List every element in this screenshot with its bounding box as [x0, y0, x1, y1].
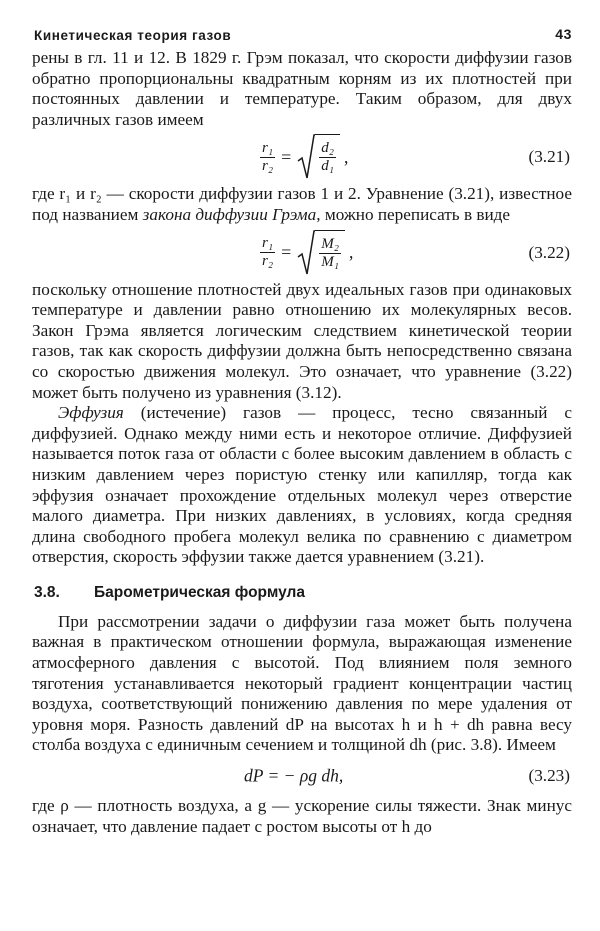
- section-title: Барометрическая формула: [94, 583, 305, 601]
- equation-number: (3.22): [528, 242, 570, 262]
- ratio-r1-r2: $\frac{\text{r₁}}{\text{r₂}}$: [262, 235, 274, 270]
- book-page: [32, 22, 572, 837]
- paragraph-graham-intro: рены в гл. 11 и 12. В 1829 г. Грэм показал, что скорости диффузии газов обратно пропорциональны квадратным корням из их плотностей при постоянных давлении и температуре. Таким образом, для двух различных газов имеем: [32, 48, 572, 129]
- ratio-r1-r2: $\frac{\text{r₁}}{\text{r₂}}$: [262, 139, 274, 174]
- square-root: [297, 134, 340, 180]
- equation-3-23-formula: dP = − ρg dh,: [244, 765, 344, 786]
- equation-3-22-formula: $\frac{\text{r₁}}{\text{r₂}}$ = $\frac{\text{M₂}}{\text{M₁}}$ ,: [260, 230, 353, 276]
- running-head: [32, 22, 572, 48]
- equation-3-22: [32, 226, 572, 280]
- paragraph-barometric-intro: При рассмотрении задачи о диффузии газа может быть получена важная в практическом отношении формула, выражающая изменение атмосферного давления с высотой. Под влиянием поля земного тяготения устанавливается некоторый градиент концентрации частиц воздуха, соответствующий понижению давления по мере удаления от уровня моря. Разность давлений dP на высотах h и h + dh равна весу столба воздуха с единичным сечением и толщиной dh (рис. 3.8). Имеем: [32, 611, 572, 755]
- term-graham-law: закона диффузии Грэма: [142, 204, 317, 224]
- section-number: 3.8.: [34, 583, 60, 601]
- paragraph-effusion: Эффузия (истечение) газов — процесс, тесно связанный с диффузией. Однако между ними есть и некоторое отличие. Диффузией называется поток газа от области с более высоким давлением в область с низким давлением через пористую стенку или капилляр, тогда как эффузия означает прохождение отдельных молекул через отверстие малого диаметра. При низких давлениях, в условиях, когда средняя длина свободного пробега молекул велика по сравнению с диаметром отверстия, скорость эффузии также дается уравнением (3.21).: [32, 403, 572, 567]
- equation-number: (3.21): [528, 147, 570, 167]
- ratio-d2-d1: $\frac{\text{d₂}}{\text{d₁}}$: [321, 140, 334, 175]
- radical-sign-icon: [297, 230, 315, 276]
- term-effusion: Эффузия: [58, 403, 124, 423]
- equation-3-21: [32, 130, 572, 184]
- paragraph-density-definition: где ρ — плотность воздуха, а g — ускорение силы тяжести. Знак минус означает, что давление падает с ростом высоты от h до: [32, 796, 572, 836]
- equation-3-21-formula: $\frac{\text{r₁}}{\text{r₂}}$ = $\frac{\text{d₂}}{\text{d₁}}$ ,: [260, 134, 348, 180]
- section-heading: [32, 568, 572, 612]
- ratio-m2-m1: $\frac{\text{M₂}}{\text{M₁}}$: [321, 235, 339, 270]
- paragraph-graham-law: где r₁ и r₂ — скорости диффузии газов 1 и 2. Уравнение (3.21), известное под названием закона диффузии Грэма, можно переписать в виде: [32, 184, 572, 224]
- square-root: [297, 230, 345, 276]
- equation-number: (3.23): [528, 766, 570, 786]
- paragraph-density-ratio: поскольку отношение плотностей двух идеальных газов при одинаковых температуре и давлении равно отношению их молекулярных весов. Закон Грэма является логическим следствием кинетической теории газов, так как скорость диффузии должна быть непосредственно связана со скоростью движения молекул. Это означает, что уравнение (3.22) может быть получено из уравнения (3.12).: [32, 279, 572, 402]
- equation-3-23: [32, 756, 572, 796]
- page-number: 43: [555, 26, 572, 42]
- running-title: Кинетическая теория газов: [34, 28, 232, 43]
- radical-sign-icon: [297, 134, 315, 180]
